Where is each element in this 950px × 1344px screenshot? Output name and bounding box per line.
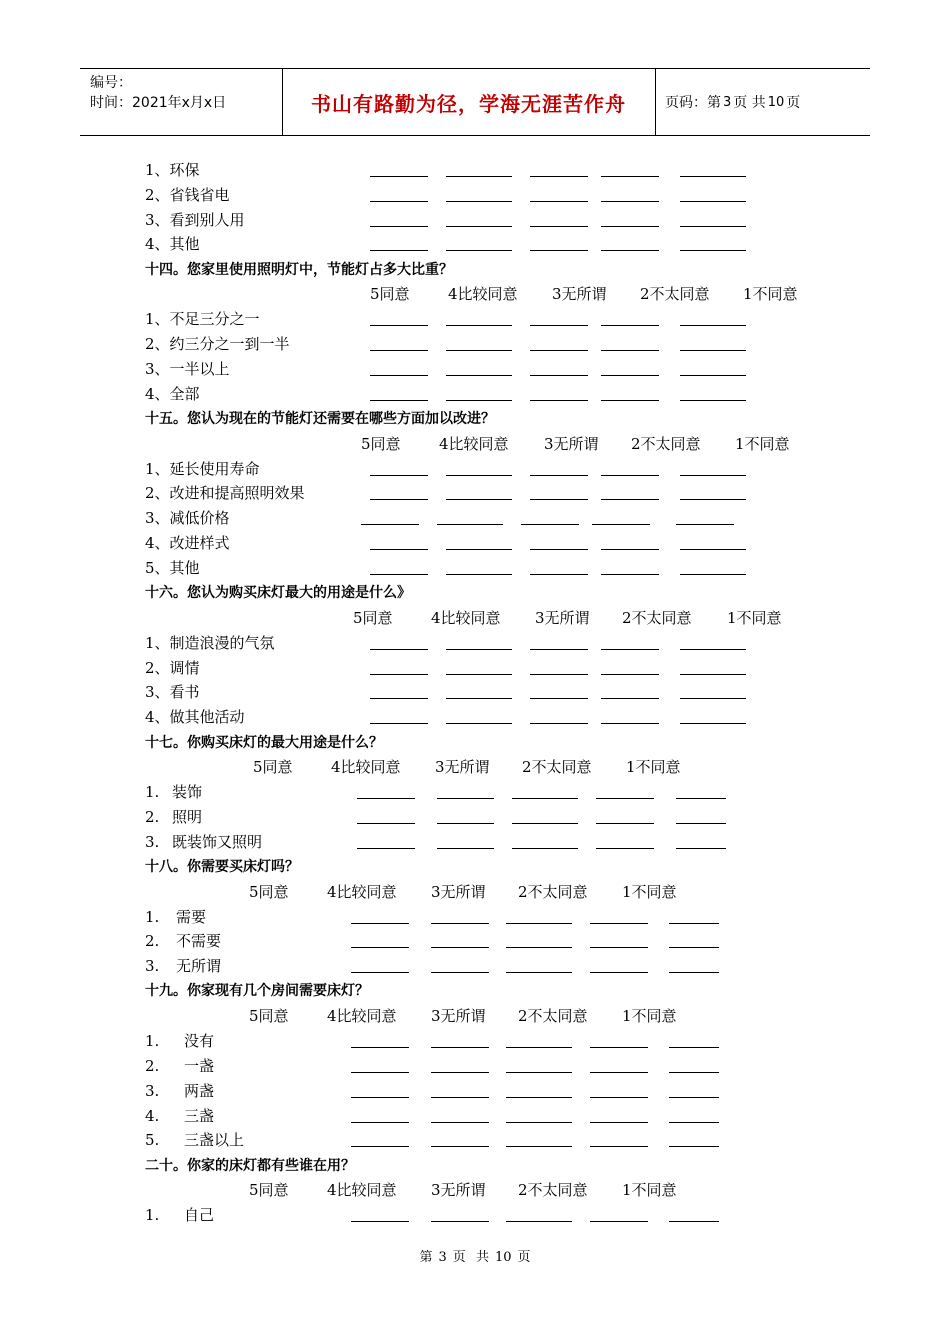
answer-blank[interactable] <box>680 723 746 724</box>
answer-blank[interactable] <box>669 923 719 924</box>
option-label: 自己 <box>184 1206 215 1224</box>
rating-scale-label: 2不太同意 <box>631 435 701 453</box>
answer-blank[interactable] <box>506 1097 572 1098</box>
option-number: 3. <box>145 833 160 851</box>
option-label: 两盏 <box>184 1082 215 1100</box>
answer-blank[interactable] <box>446 674 512 675</box>
answer-blank[interactable] <box>596 798 654 799</box>
answer-blank[interactable] <box>370 250 428 251</box>
rating-scale-label: 4比较同意 <box>331 758 401 776</box>
rating-scale-label: 4比较同意 <box>448 285 518 303</box>
answer-blank[interactable] <box>601 549 659 550</box>
answer-blank[interactable] <box>521 524 579 525</box>
answer-blank[interactable] <box>351 923 409 924</box>
answer-blank[interactable] <box>446 226 512 227</box>
answer-blank[interactable] <box>530 375 588 376</box>
rating-scale-label: 5同意 <box>253 758 293 776</box>
option-number: 3. <box>145 957 160 975</box>
rating-scale-label: 3无所谓 <box>435 758 490 776</box>
answer-blank[interactable] <box>437 524 503 525</box>
answer-blank[interactable] <box>446 549 512 550</box>
answer-blank[interactable] <box>506 1221 572 1222</box>
option-label: 3、减低价格 <box>145 509 230 527</box>
rating-scale-label: 2不太同意 <box>640 285 710 303</box>
question-title: 十七。你购买床灯的最大用途是什么？ <box>145 735 383 751</box>
answer-blank[interactable] <box>446 375 512 376</box>
answer-blank[interactable] <box>506 1146 572 1147</box>
rating-scale-label: 2不太同意 <box>518 1007 588 1025</box>
rating-scale-label: 5同意 <box>353 609 393 627</box>
answer-blank[interactable] <box>370 549 428 550</box>
answer-blank[interactable] <box>530 574 588 575</box>
option-label: 3、一半以上 <box>145 360 230 378</box>
rating-scale-header <box>0 755 950 779</box>
answer-blank[interactable] <box>669 1221 719 1222</box>
rating-scale-label: 4比较同意 <box>431 609 501 627</box>
option-label: 2、调情 <box>145 659 200 677</box>
answer-blank[interactable] <box>370 475 428 476</box>
answer-blank[interactable] <box>676 798 726 799</box>
rating-scale-label: 3无所谓 <box>552 285 607 303</box>
answer-blank[interactable] <box>680 226 746 227</box>
answer-blank[interactable] <box>680 250 746 251</box>
option-label: 不需要 <box>176 932 222 950</box>
answer-blank[interactable] <box>680 176 746 177</box>
rating-scale-label: 1不同意 <box>622 1181 677 1199</box>
answer-blank[interactable] <box>590 923 648 924</box>
option-number: 2. <box>145 1057 160 1075</box>
rating-scale-label: 3无所谓 <box>431 883 486 901</box>
answer-blank[interactable] <box>437 823 494 824</box>
option-label: 2、约三分之一到一半 <box>145 335 290 353</box>
answer-blank[interactable] <box>590 972 648 973</box>
answer-blank[interactable] <box>601 176 659 177</box>
answer-blank[interactable] <box>676 823 726 824</box>
answer-blank[interactable] <box>351 1072 409 1073</box>
option-number: 1. <box>145 908 160 926</box>
answer-blank[interactable] <box>601 400 659 401</box>
answer-blank[interactable] <box>530 549 588 550</box>
answer-blank[interactable] <box>506 972 572 973</box>
answer-blank[interactable] <box>669 1047 719 1048</box>
answer-blank[interactable] <box>601 574 659 575</box>
answer-blank[interactable] <box>361 524 419 525</box>
answer-blank[interactable] <box>446 649 512 650</box>
answer-blank[interactable] <box>370 400 428 401</box>
rating-scale-label: 2不太同意 <box>622 609 692 627</box>
rating-scale-label: 4比较同意 <box>439 435 509 453</box>
answer-blank[interactable] <box>590 1097 648 1098</box>
answer-blank[interactable] <box>446 201 512 202</box>
answer-blank[interactable] <box>446 250 512 251</box>
answer-blank[interactable] <box>370 674 428 675</box>
answer-blank[interactable] <box>431 1146 489 1147</box>
answer-blank[interactable] <box>446 499 512 500</box>
answer-blank[interactable] <box>590 1221 648 1222</box>
answer-blank[interactable] <box>351 1122 409 1123</box>
answer-blank[interactable] <box>530 723 588 724</box>
answer-blank[interactable] <box>601 475 659 476</box>
answer-blank[interactable] <box>680 201 746 202</box>
option-label: 需要 <box>176 908 207 926</box>
answer-blank[interactable] <box>351 1146 409 1147</box>
option-label: 4、做其他活动 <box>145 708 245 726</box>
question-title: 十九。你家现有几个房间需要床灯？ <box>145 983 369 999</box>
answer-blank[interactable] <box>592 524 650 525</box>
answer-blank[interactable] <box>437 798 494 799</box>
answer-blank[interactable] <box>530 350 588 351</box>
answer-blank[interactable] <box>357 823 415 824</box>
answer-blank[interactable] <box>446 350 512 351</box>
answer-blank[interactable] <box>601 325 659 326</box>
answer-blank[interactable] <box>596 823 654 824</box>
answer-blank[interactable] <box>680 499 746 500</box>
answer-blank[interactable] <box>590 1146 648 1147</box>
answer-blank[interactable] <box>590 947 648 948</box>
answer-blank[interactable] <box>680 375 746 376</box>
answer-blank[interactable] <box>370 176 428 177</box>
option-label: 无所谓 <box>176 957 222 975</box>
rating-scale-label: 4比较同意 <box>327 1007 397 1025</box>
option-label: 三盏 <box>184 1107 215 1125</box>
rating-scale-header <box>0 1178 950 1202</box>
rating-scale-label: 2不太同意 <box>518 1181 588 1199</box>
answer-blank[interactable] <box>680 400 746 401</box>
rating-scale-label: 1不同意 <box>622 883 677 901</box>
answer-blank[interactable] <box>512 823 578 824</box>
rating-scale-label: 5同意 <box>361 435 401 453</box>
question-title: 十四。您家里使用照明灯中，节能灯占多大比重？ <box>145 262 453 278</box>
answer-blank[interactable] <box>370 649 428 650</box>
answer-blank[interactable] <box>530 499 588 500</box>
answer-blank[interactable] <box>669 1146 719 1147</box>
answer-blank[interactable] <box>370 574 428 575</box>
answer-blank[interactable] <box>446 176 512 177</box>
option-label: 1、不足三分之一 <box>145 310 260 328</box>
question-title: 十八。你需要买床灯吗？ <box>145 859 299 875</box>
answer-blank[interactable] <box>590 1122 648 1123</box>
option-number: 1. <box>145 783 160 801</box>
answer-blank[interactable] <box>530 475 588 476</box>
rating-scale-header <box>0 432 950 456</box>
rating-scale-label: 4比较同意 <box>327 883 397 901</box>
answer-blank[interactable] <box>446 400 512 401</box>
rating-scale-label: 1不同意 <box>622 1007 677 1025</box>
answer-blank[interactable] <box>351 947 409 948</box>
option-label: 2、省钱省电 <box>145 186 230 204</box>
option-label: 3、看到别人用 <box>145 211 245 229</box>
option-label: 1、环保 <box>145 161 200 179</box>
rating-scale-label: 1不同意 <box>626 758 681 776</box>
answer-blank[interactable] <box>370 350 428 351</box>
rating-scale-label: 1不同意 <box>743 285 798 303</box>
answer-blank[interactable] <box>431 1047 489 1048</box>
answer-blank[interactable] <box>530 649 588 650</box>
answer-blank[interactable] <box>680 350 746 351</box>
answer-blank[interactable] <box>431 923 489 924</box>
rating-scale-label: 5同意 <box>249 883 289 901</box>
answer-blank[interactable] <box>431 1122 489 1123</box>
answer-blank[interactable] <box>506 923 572 924</box>
rating-scale-label: 5同意 <box>370 285 410 303</box>
header-divider <box>655 69 656 135</box>
option-label: 装饰 <box>172 783 203 801</box>
rating-scale-label: 3无所谓 <box>544 435 599 453</box>
rating-scale-label: 1不同意 <box>735 435 790 453</box>
rating-scale-label: 5同意 <box>249 1007 289 1025</box>
answer-blank[interactable] <box>601 723 659 724</box>
answer-blank[interactable] <box>370 698 428 699</box>
option-number: 4. <box>145 1107 160 1125</box>
option-number: 1. <box>145 1206 160 1224</box>
answer-blank[interactable] <box>351 1047 409 1048</box>
answer-blank[interactable] <box>357 798 415 799</box>
option-label: 一盏 <box>184 1057 215 1075</box>
question-title: 十五。您认为现在的节能灯还需要在哪些方面加以改进？ <box>145 411 495 427</box>
answer-blank[interactable] <box>446 574 512 575</box>
answer-blank[interactable] <box>601 698 659 699</box>
option-number: 5. <box>145 1131 160 1149</box>
code-label: 编号： <box>90 75 132 91</box>
option-label: 3、看书 <box>145 683 200 701</box>
rating-scale-header <box>0 282 950 306</box>
answer-blank[interactable] <box>512 848 578 849</box>
answer-blank[interactable] <box>437 848 494 849</box>
answer-blank[interactable] <box>530 201 588 202</box>
answer-blank[interactable] <box>370 499 428 500</box>
answer-blank[interactable] <box>370 226 428 227</box>
option-label: 三盏以上 <box>184 1131 245 1149</box>
answer-blank[interactable] <box>601 649 659 650</box>
page-header <box>80 68 870 136</box>
question-title: 十六。您认为购买床灯最大的用途是什么》 <box>145 585 411 601</box>
answer-blank[interactable] <box>680 698 746 699</box>
option-label: 4、全部 <box>145 385 200 403</box>
option-label: 照明 <box>172 808 203 826</box>
answer-blank[interactable] <box>446 325 512 326</box>
answer-blank[interactable] <box>676 524 734 525</box>
answer-blank[interactable] <box>590 1047 648 1048</box>
option-label: 1、延长使用寿命 <box>145 460 260 478</box>
rating-scale-label: 2不太同意 <box>518 883 588 901</box>
answer-blank[interactable] <box>431 1097 489 1098</box>
answer-blank[interactable] <box>530 325 588 326</box>
option-label: 2、改进和提高照明效果 <box>145 484 305 502</box>
rating-scale-header <box>0 606 950 630</box>
answer-blank[interactable] <box>431 947 489 948</box>
answer-blank[interactable] <box>601 674 659 675</box>
answer-blank[interactable] <box>506 1122 572 1123</box>
option-label: 5、其他 <box>145 559 200 577</box>
answer-blank[interactable] <box>506 947 572 948</box>
answer-blank[interactable] <box>601 226 659 227</box>
answer-blank[interactable] <box>680 549 746 550</box>
rating-scale-header <box>0 880 950 904</box>
answer-blank[interactable] <box>512 798 578 799</box>
answer-blank[interactable] <box>601 350 659 351</box>
rating-scale-label: 3无所谓 <box>535 609 590 627</box>
answer-blank[interactable] <box>669 947 719 948</box>
option-number: 3. <box>145 1082 160 1100</box>
time-label: 时间：2021年x月x日 <box>90 95 227 111</box>
question-title: 二十。你家的床灯都有些谁在用？ <box>145 1158 355 1174</box>
rating-scale-label: 1不同意 <box>727 609 782 627</box>
answer-blank[interactable] <box>601 375 659 376</box>
answer-blank[interactable] <box>370 201 428 202</box>
option-label: 既装饰又照明 <box>172 833 263 851</box>
answer-blank[interactable] <box>669 972 719 973</box>
answer-blank[interactable] <box>370 325 428 326</box>
header-page-number: 页码：第 3 页 共 10 页 <box>665 94 801 111</box>
answer-blank[interactable] <box>680 475 746 476</box>
answer-blank[interactable] <box>370 375 428 376</box>
rating-scale-header <box>0 1004 950 1028</box>
answer-blank[interactable] <box>446 698 512 699</box>
option-number: 2. <box>145 808 160 826</box>
option-number: 1. <box>145 1032 160 1050</box>
answer-blank[interactable] <box>530 226 588 227</box>
answer-blank[interactable] <box>370 723 428 724</box>
option-label: 1、制造浪漫的气氛 <box>145 634 275 652</box>
answer-blank[interactable] <box>669 1072 719 1073</box>
rating-scale-label: 5同意 <box>249 1181 289 1199</box>
answer-blank[interactable] <box>530 698 588 699</box>
answer-blank[interactable] <box>669 1122 719 1123</box>
option-label: 4、其他 <box>145 235 200 253</box>
option-number: 2. <box>145 932 160 950</box>
answer-blank[interactable] <box>601 499 659 500</box>
page-footer: 第 3 页 共 10 页 <box>419 1250 531 1265</box>
answer-blank[interactable] <box>530 250 588 251</box>
answer-blank[interactable] <box>680 649 746 650</box>
answer-blank[interactable] <box>431 972 489 973</box>
answer-blank[interactable] <box>351 972 409 973</box>
header-meta <box>90 73 226 113</box>
rating-scale-label: 2不太同意 <box>522 758 592 776</box>
answer-blank[interactable] <box>431 1221 489 1222</box>
answer-blank[interactable] <box>351 1097 409 1098</box>
answer-blank[interactable] <box>530 674 588 675</box>
answer-blank[interactable] <box>680 674 746 675</box>
header-motto: 书山有路勤为径，学海无涯苦作舟 <box>311 91 626 116</box>
answer-blank[interactable] <box>530 176 588 177</box>
answer-blank[interactable] <box>601 201 659 202</box>
answer-blank[interactable] <box>506 1047 572 1048</box>
answer-blank[interactable] <box>506 1072 572 1073</box>
answer-blank[interactable] <box>601 250 659 251</box>
answer-blank[interactable] <box>680 325 746 326</box>
rating-scale-label: 3无所谓 <box>431 1181 486 1199</box>
answer-blank[interactable] <box>680 574 746 575</box>
rating-scale-label: 3无所谓 <box>431 1007 486 1025</box>
answer-blank[interactable] <box>357 848 415 849</box>
option-label: 没有 <box>184 1032 215 1050</box>
answer-blank[interactable] <box>530 400 588 401</box>
answer-blank[interactable] <box>446 723 512 724</box>
answer-blank[interactable] <box>446 475 512 476</box>
answer-blank[interactable] <box>431 1072 489 1073</box>
answer-blank[interactable] <box>596 848 654 849</box>
answer-blank[interactable] <box>590 1072 648 1073</box>
rating-scale-label: 4比较同意 <box>327 1181 397 1199</box>
answer-blank[interactable] <box>676 848 726 849</box>
answer-blank[interactable] <box>351 1221 409 1222</box>
answer-blank[interactable] <box>669 1097 719 1098</box>
option-label: 4、改进样式 <box>145 534 230 552</box>
